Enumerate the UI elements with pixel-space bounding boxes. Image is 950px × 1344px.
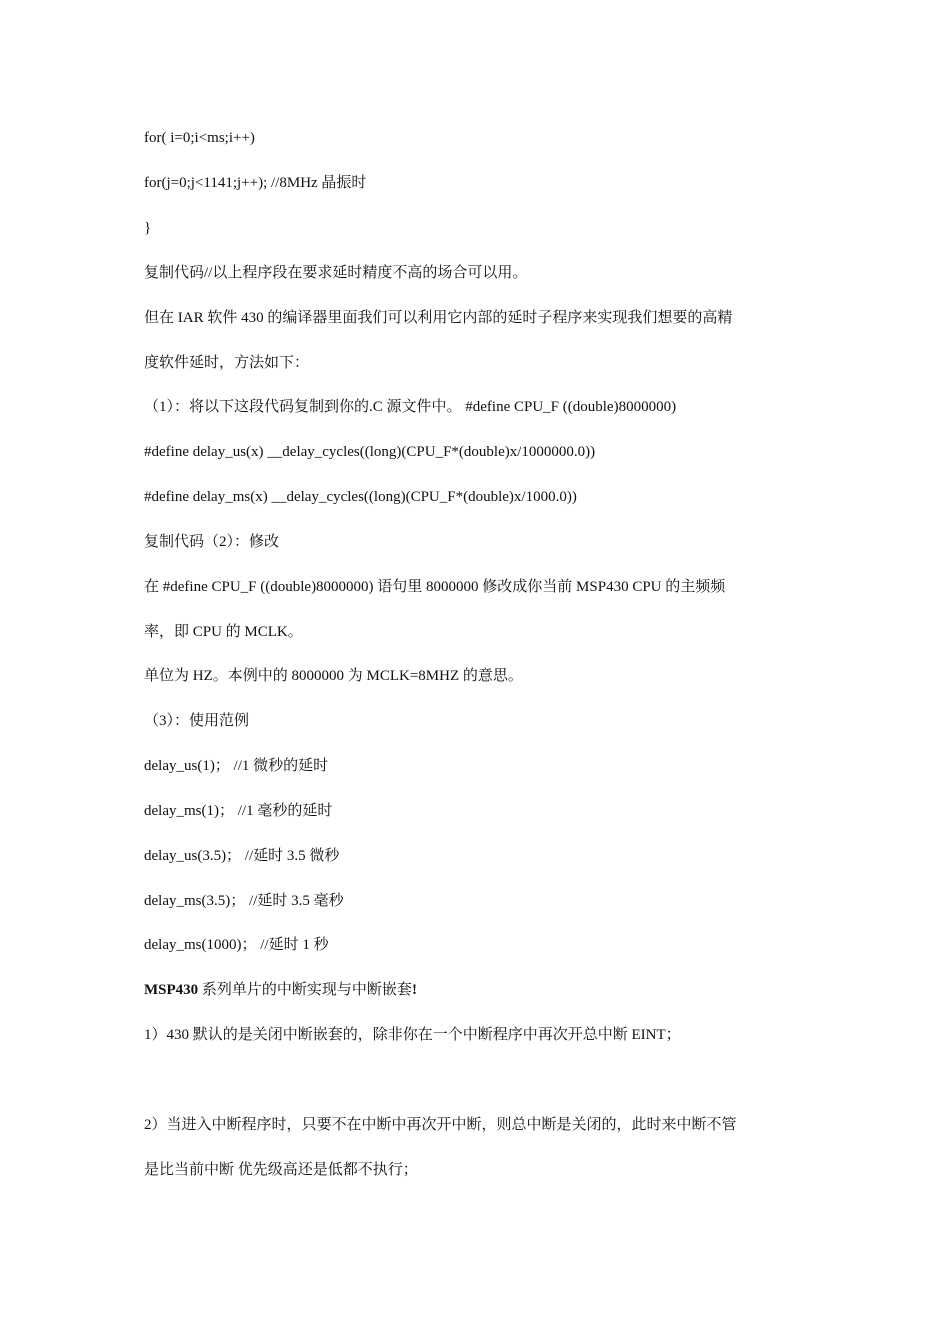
text-line: 单位为 HZ。本例中的 8000000 为 MCLK=8MHZ 的意思。 xyxy=(144,668,523,684)
text-line: } xyxy=(144,220,152,236)
heading-part: 系列单片的中断实现与中断嵌套 xyxy=(198,982,412,998)
section-heading xyxy=(144,980,814,1000)
paragraph-line: 是比当前中断 优先级高还是低都不执行； xyxy=(144,1162,418,1178)
code-line: #define delay_ms(x) __delay_cycles((long)(CPU_F*(double)x/1000.0)) xyxy=(144,489,577,505)
text-line: 复制代码//以上程序段在要求延时精度不高的场合可以用。 xyxy=(144,265,528,281)
heading-part: MSP430 xyxy=(144,982,199,998)
text-line: for( i=0;i<ms;i++) xyxy=(144,130,255,146)
text-line: 度软件延时，方法如下： xyxy=(144,355,310,371)
code-example-line: delay_ms(1000)； //延时 1 秒 xyxy=(144,937,329,953)
text-line: 复制代码（2）：修改 xyxy=(144,534,280,550)
code-example-line: delay_ms(1)； //1 毫秒的延时 xyxy=(144,803,333,819)
text-line: （1）：将以下这段代码复制到你的.C 源文件中。 #define CPU_F ((double)8000000) xyxy=(144,399,677,415)
text-line: （3）：使用范例 xyxy=(144,713,250,729)
text-line: 但在 IAR 软件 430 的编译器里面我们可以利用它内部的延时子程序来实现我们想要的高精 xyxy=(144,310,733,326)
text-line: for(j=0;j<1141;j++); //8MHz 晶振时 xyxy=(144,175,367,191)
code-example-line: delay_ms(3.5)； //延时 3.5 毫秒 xyxy=(144,893,344,909)
text-line: 在 #define CPU_F ((double)8000000) 语句里 8000000 修改成你当前 MSP430 CPU 的主频频 xyxy=(144,579,726,595)
code-line: #define delay_us(x) __delay_cycles((long)(CPU_F*(double)x/1000000.0)) xyxy=(144,444,596,460)
text-line: 率，即 CPU 的 MCLK。 xyxy=(144,624,303,640)
code-example-line: delay_us(1)； //1 微秒的延时 xyxy=(144,758,329,774)
code-example-line: delay_us(3.5)； //延时 3.5 微秒 xyxy=(144,848,340,864)
paragraph-line: 1）430 默认的是关闭中断嵌套的，除非你在一个中断程序中再次开总中断 EINT； xyxy=(144,1027,681,1043)
paragraph-line: 2）当进入中断程序时，只要不在中断中再次开中断，则总中断是关闭的，此时来中断不管 xyxy=(144,1117,737,1133)
heading-part: ! xyxy=(411,982,417,998)
